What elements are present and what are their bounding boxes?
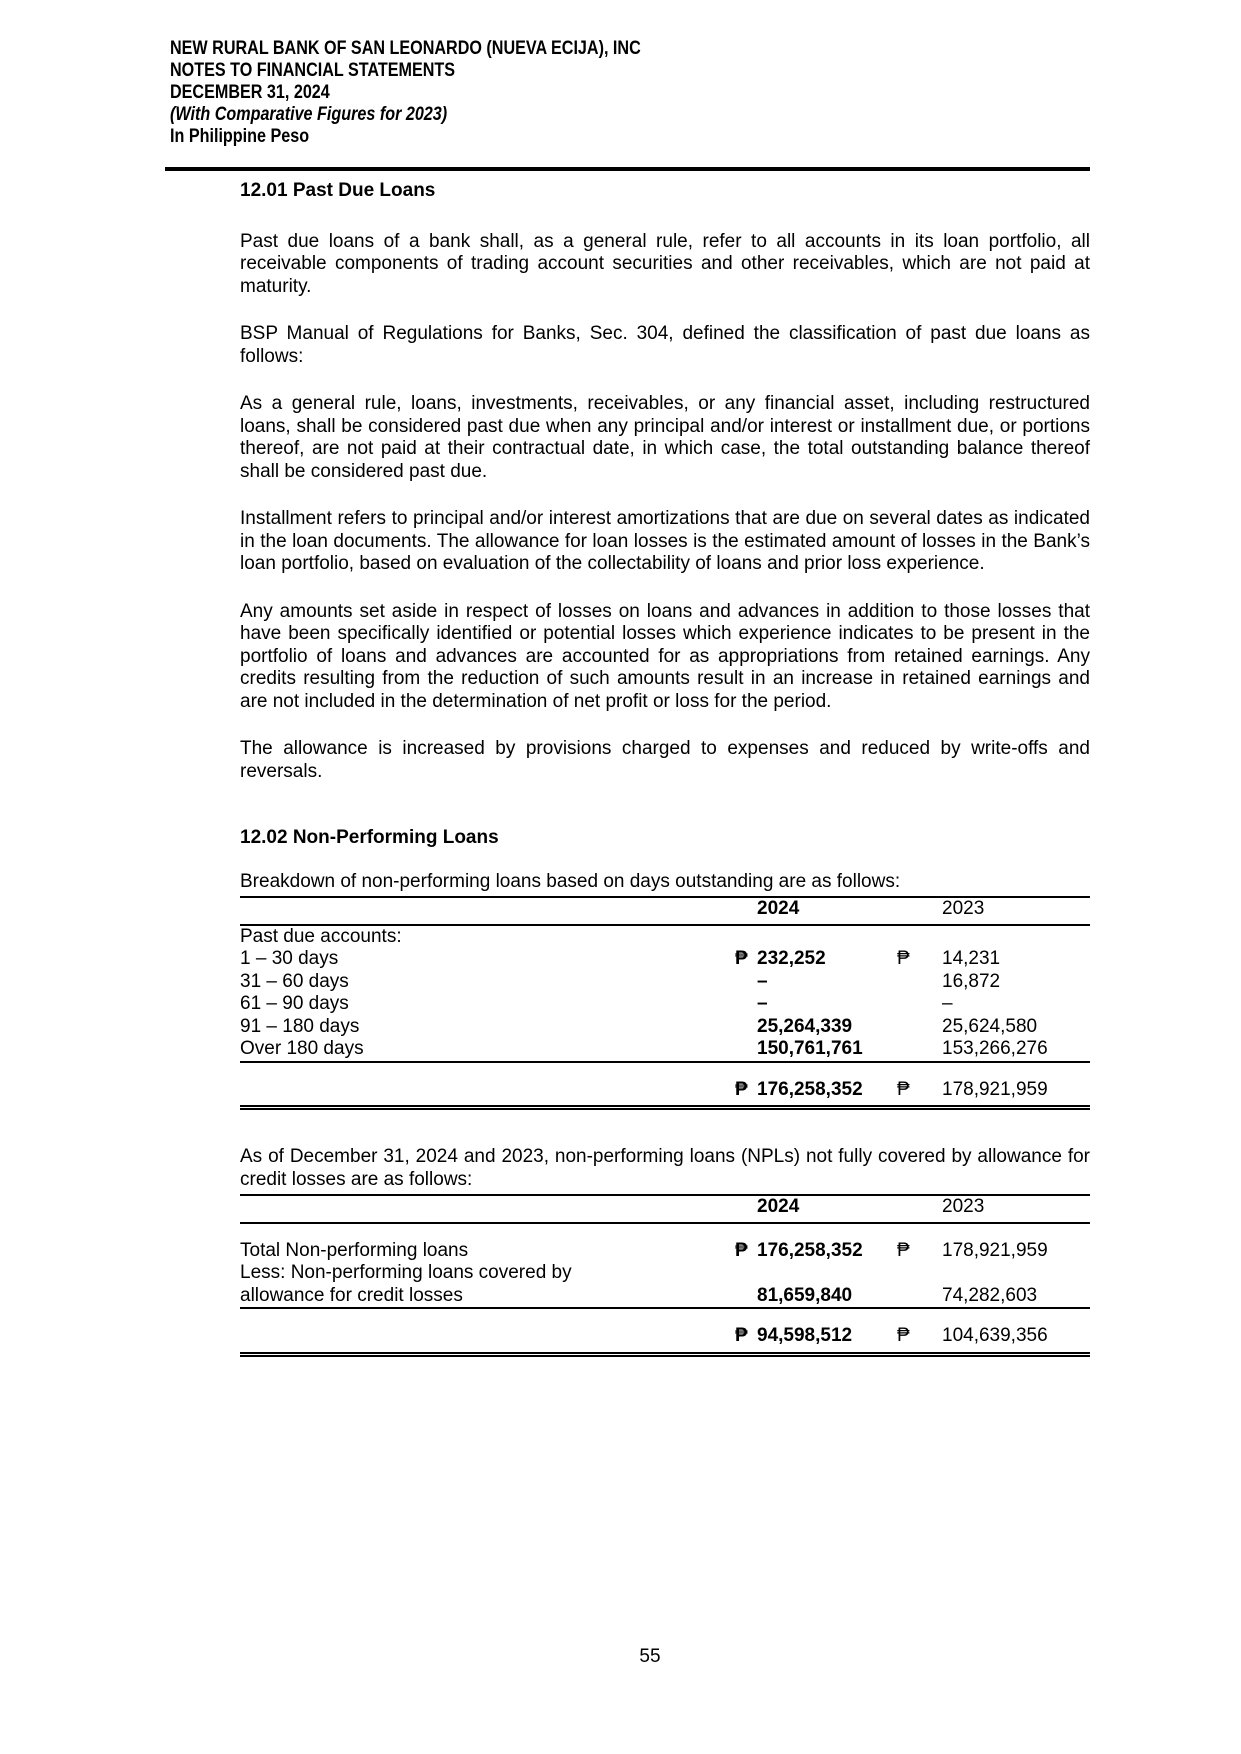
breakdown-table-caption: Breakdown of non-performing loans based on days outstanding are as follows: [240, 871, 1090, 899]
peso-sign-2023: ₱ [897, 1239, 910, 1261]
value-2023: 16,872 [942, 970, 1001, 992]
peso-sign-2024: ₱ [735, 948, 748, 969]
value-2023: 74,282,603 [942, 1285, 1090, 1309]
total-2023: 178,921,959 [942, 1077, 1090, 1108]
value-2023: 25,624,580 [942, 1015, 1038, 1037]
paragraph: BSP Manual of Regulations for Banks, Sec. 304, defined the classification of past due loans as follows: [240, 323, 1090, 367]
group-label: Past due accounts: [240, 925, 402, 947]
page-content [240, 180, 1090, 1357]
section-heading-non-performing-loans: 12.02 Non-Performing Loans [240, 827, 499, 848]
table-total-row [240, 1323, 1090, 1354]
column-header-2024: 2024 [757, 898, 897, 925]
spacer-row [240, 1062, 1090, 1077]
peso-sign-2023: ₱ [897, 1323, 942, 1354]
document-date: DECEMBER 31, 2024 [170, 82, 330, 103]
page-number: 55 [639, 1646, 661, 1667]
bank-name: NEW RURAL BANK OF SAN LEONARDO (NUEVA ECIJA), INC [170, 38, 641, 59]
value-2024: 232,252 [757, 948, 826, 969]
peso-sign-2024: ₱ [735, 1323, 757, 1354]
peso-sign-2024: ₱ [735, 1077, 757, 1108]
value-2024: 81,659,840 [757, 1285, 897, 1309]
row-label: Total Non-performing loans [240, 1239, 469, 1261]
npl-table-caption: As of December 31, 2024 and 2023, non-performing loans (NPLs) not fully covered by allowance for credit losses are as follows: [240, 1146, 1090, 1196]
table-row [240, 948, 1090, 971]
value-2024: – [757, 993, 768, 1014]
column-header-2023: 2023 [942, 898, 1090, 925]
value-2024: 176,258,352 [757, 1239, 863, 1261]
value-2024: – [757, 970, 768, 992]
table-row-group-label [240, 925, 1090, 949]
table-row [240, 1285, 1090, 1309]
table-header-row [240, 898, 1090, 925]
table-row [240, 1262, 1090, 1285]
table-row [240, 1240, 1090, 1263]
document-title: NOTES TO FINANCIAL STATEMENTS [170, 60, 456, 81]
currency-note: In Philippine Peso [170, 126, 310, 147]
value-2023: 14,231 [942, 948, 1001, 969]
peso-sign-2023: ₱ [897, 1077, 942, 1108]
table-total-row [240, 1077, 1090, 1108]
value-2024: 150,761,761 [757, 1038, 897, 1062]
row-label: allowance for credit losses [240, 1285, 735, 1309]
table-header-row [240, 1196, 1090, 1223]
row-label: Less: Non-performing loans covered by [240, 1262, 572, 1283]
letterhead [170, 38, 641, 148]
spacer-row [240, 1308, 1090, 1323]
paragraph: Past due loans of a bank shall, as a general rule, refer to all accounts in its loan portfolio, all receivable components of trading account securities and other receivables, which are not paid at maturity. [240, 230, 1090, 297]
breakdown-table [240, 898, 1090, 1110]
row-label: 61 – 90 days [240, 993, 349, 1014]
paragraph: The allowance is increased by provisions charged to expenses and reduced by write-offs and reversals. [240, 738, 1090, 782]
column-header-2023: 2023 [942, 1196, 1090, 1223]
npl-table [240, 1196, 1090, 1357]
table-row [240, 993, 1090, 1016]
row-label: Over 180 days [240, 1038, 735, 1062]
value-2023: 153,266,276 [942, 1038, 1090, 1062]
table-row [240, 1016, 1090, 1039]
letterhead-divider [165, 167, 1090, 171]
table-row [240, 971, 1090, 994]
total-2024: 176,258,352 [757, 1077, 897, 1108]
table-row [240, 1038, 1090, 1062]
paragraph: As a general rule, loans, investments, receivables, or any financial asset, including restructured loans, shall be considered past due when any principal and/or interest or installment due, or portions thereof, are not paid at their contractual date, in which case, the total outstanding balance thereof shall be considered past due. [240, 393, 1090, 482]
row-label: 31 – 60 days [240, 970, 349, 992]
paragraph: Any amounts set aside in respect of losses on loans and advances in addition to those losses that have been specifically identified or potential losses which experience indicates to be present in the portfolio of loans and advances are accounted for as appropriations from retained earnings. Any credits resulting from the reduction of such amounts result in an increase in retained earnings and are not included in the determination of net profit or loss for the period. [240, 600, 1090, 712]
value-2023: – [942, 993, 953, 1014]
comparative-note: (With Comparative Figures for 2023) [170, 104, 448, 125]
spacer-row [240, 1223, 1090, 1240]
section-heading-past-due-loans: 12.01 Past Due Loans [240, 180, 436, 201]
total-2024: 94,598,512 [757, 1323, 897, 1354]
column-header-2024: 2024 [757, 1196, 897, 1223]
peso-sign-2023: ₱ [897, 948, 910, 969]
total-2023: 104,639,356 [942, 1323, 1090, 1354]
peso-sign-2024: ₱ [735, 1239, 748, 1261]
row-label: 91 – 180 days [240, 1015, 360, 1037]
row-label: 1 – 30 days [240, 948, 339, 969]
value-2023: 178,921,959 [942, 1239, 1048, 1261]
value-2024: 25,264,339 [757, 1015, 853, 1037]
paragraph: Installment refers to principal and/or interest amortizations that are due on several dates as indicated in the loan documents. The allowance for loan losses is the estimated amount of losses in the Bank’s loan portfolio, based on evaluation of the collectability of loans and prior loss experience. [240, 508, 1090, 574]
